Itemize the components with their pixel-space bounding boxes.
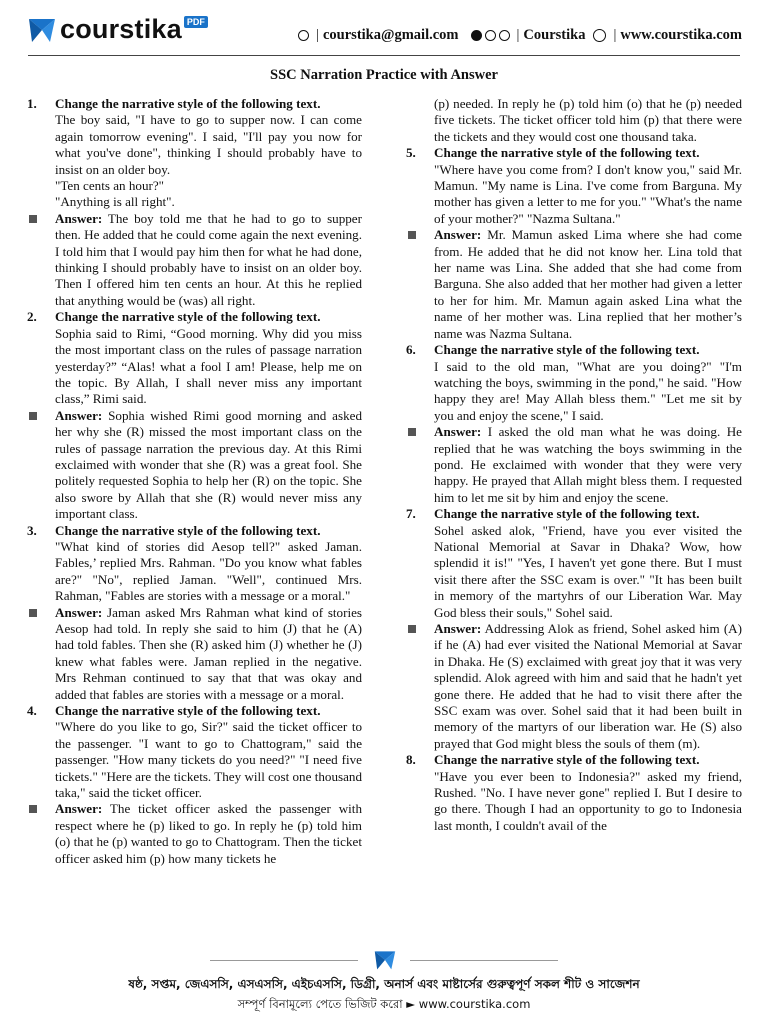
question-number: 7.	[406, 506, 416, 522]
left-column	[27, 96, 362, 867]
answer-label: Answer:	[55, 801, 103, 817]
footer-divider	[410, 960, 558, 961]
question-heading: Change the narrative style of the following text.	[55, 309, 321, 325]
question-heading: Change the narrative style of the following text.	[55, 96, 321, 111]
bullet-icon	[27, 801, 55, 867]
question-6	[406, 342, 742, 424]
answer-label: Answer:	[434, 424, 482, 440]
social-handle[interactable]: Courstika	[523, 27, 586, 43]
question-number: 1.	[27, 96, 37, 111]
question-text: "Where do you like to go, Sir?" said the ticket officer to the passenger. "I want to go to Chattogram," said the passenger. "How many tickets do you need?" "I need five tickets." "Here are the tickets. They will cost one thousand taka," said the ticket officer.	[55, 719, 362, 801]
answer-label: Answer:	[55, 604, 103, 620]
question-2	[27, 309, 362, 407]
answer-3	[27, 605, 362, 703]
answer-1	[27, 211, 362, 309]
question-heading: Change the narrative style of the following text.	[434, 342, 700, 358]
email-icon	[298, 30, 309, 41]
answer-text: Mr. Mamun asked Lima where she had come from. He added that he did not know her. Lina told that her name was Lina. She added that she had come from Barguna. She also added that her mother had given a letter to her for him. Mr. Mamun again asked Lina what the name of her mother was. Lina replied that her mother’s name was Nazma Sultana.	[434, 227, 742, 341]
question-text: "Have you ever been to Indonesia?" asked my friend, Rushed. "No. I have never gone" replied I. But I desire to go there. Though I had an opportunity to go to Indonesia last month, I couldn't avail of the	[434, 768, 742, 833]
bullet-icon	[406, 621, 434, 752]
globe-icon	[593, 29, 606, 42]
courstika-logo-icon	[374, 949, 396, 971]
footer-visit-link[interactable]: সম্পূর্ণ বিনামূল্যে পেতে ভিজিট করো ► www.courstika.com	[237, 997, 531, 1011]
answer-text: The ticket officer asked the passenger with respect where he (p) liked to go. In reply he (p) told him (o) that he (p) wanted to go to Chattogram. Then the ticket officer asked him (p) how many tickets he	[55, 801, 362, 866]
website-link[interactable]: www.courstika.com	[620, 27, 742, 43]
question-text: I said to the old man, "What are you doing?" "I'm watching the boys, swimming in the pond," he said. "How happy they are! May Allah bless them." "Let me sit by you and enjoy the scene," I said.	[434, 358, 742, 423]
answer-4-continued	[406, 96, 742, 145]
youtube-icon[interactable]	[499, 30, 510, 41]
question-text: Sohel asked alok, "Friend, have you ever visited the National Memorial at Savar in Dhaka? Wow, how splendid it is!" "Yes, I haven't yet gone there. But I must visit there after the SSC exam is over." "It has been built in memory of the martyhrs of our Liberation War. May God bless their souls," Sohel said.	[434, 522, 742, 620]
question-7	[406, 506, 742, 621]
bullet-icon	[406, 227, 434, 342]
question-text: "Anything is all right".	[55, 194, 175, 210]
bullet-icon	[27, 408, 55, 523]
brand-name: courstika	[60, 14, 182, 44]
footer-divider	[210, 960, 358, 961]
answer-6	[406, 424, 742, 506]
question-5	[406, 145, 742, 227]
header-divider	[28, 55, 740, 56]
email-link[interactable]: courstika@gmail.com	[322, 27, 459, 43]
question-number: 8.	[406, 752, 416, 768]
question-heading: Change the narrative style of the following text.	[55, 522, 321, 538]
answer-text: Jaman asked Mrs Rahman what kind of stories Aesop had told. In reply she said to him (J) that he (A) had told fables. Then she (R) asked him (J) whether he (J) knew what fables were. Jaman replied in the negative. Mrs Rehman continued to say that that was okay and added that fables are stories with a message or a moral.	[55, 604, 363, 702]
answer-text: Sophia wished Rimi good morning and asked her why she (R) missed the most important class on the rules of passage narration the previous day. At this Rimi exclaimed with wonder that she (R) was a great fool. She politely requested Sophia to help her (R) on the topic. She also swore by Allah that she (R) would never miss any important class.	[55, 407, 362, 522]
question-heading: Change the narrative style of the following text.	[434, 145, 700, 161]
page-title: SSC Narration Practice with Answer	[270, 67, 498, 83]
question-text: "What kind of stories did Aesop tell?" asked Jaman. Fables,’ replied Mrs. Rahman. "Do you know what fables are?" "No", replied Jaman. "Well", continued Mrs. Rahman, "Fables are stories with a message or a moral."	[55, 538, 362, 604]
question-text: "Ten cents an hour?"	[55, 178, 165, 194]
question-heading: Change the narrative style of the following text.	[434, 506, 700, 522]
answer-text: (p) needed. In reply he (p) told him (o) that he (p) needed five tickets. The ticket officer told him (p) that there were the tickets and they would cost one thousand taka.	[434, 96, 742, 144]
question-1	[27, 96, 362, 211]
answer-5	[406, 227, 742, 342]
pinterest-icon[interactable]	[485, 30, 496, 41]
answer-4	[27, 801, 362, 867]
question-8	[406, 752, 742, 834]
question-number: 2.	[27, 309, 37, 325]
answer-label: Answer:	[434, 621, 482, 636]
question-text: "Where have you come from? I don't know you," said Mr. Mamun. "My name is Lina. I've come from Barguna. My mother has given a letter to me for you." "What's the name of your mother?" "Nazma Sultana."	[434, 161, 742, 226]
question-number: 6.	[406, 342, 416, 358]
question-text: Sophia said to Rimi, “Good morning. Why did you miss the most important class on the rules of passage narration yesterday?” “Alas! what a fool I am! Please, help me on the topic. By Allah, I shall never miss any important class,” Rimi said.	[55, 325, 362, 407]
separator: |	[516, 27, 520, 43]
right-column	[406, 96, 742, 834]
question-number: 4.	[27, 703, 37, 719]
contact-bar	[298, 27, 742, 44]
question-heading: Change the narrative style of the following text.	[55, 703, 321, 719]
answer-label: Answer:	[55, 210, 103, 226]
brand-logo[interactable]	[28, 14, 208, 45]
courstika-logo-icon	[28, 16, 56, 44]
answer-label: Answer:	[434, 227, 482, 243]
separator: |	[613, 27, 617, 43]
answer-text: The boy told me that he had to go to supper then. He added that he could come again the next evening. I told him that I would pay him then for what he had done, thinking I should probably have to insist on an older boy. Then I offered him ten cents an hour. At this he replied that anything would be (was) all right.	[55, 210, 362, 308]
answer-text: Addressing Alok as friend, Sohel asked him (A) if he (A) had ever visited the National Memorial at Savar in Dhaka. He (S) exclaimed with great joy that it was very splendid. Alok agreed with him and said that he hadn't yet gone there. He added that he had to visit there after the SSC exam was over. Sohel said that it had been built in memory of the martyrs of our liberation war. He (S) also prayed that God might bless the souls of them (m).	[434, 621, 742, 751]
bullet-icon	[27, 211, 55, 309]
answer-text: I asked the old man what he was doing. He replied that he was watching the boys swimming in the pond. He exclaimed with wonder that they were very happy. He prayed that Allah might bless them. I requested him to let me sit by him and enjoy the scene.	[434, 424, 742, 505]
question-3	[27, 523, 362, 605]
facebook-icon[interactable]	[471, 30, 482, 41]
bullet-icon	[406, 424, 434, 506]
bullet-icon	[27, 605, 55, 703]
question-text: The boy said, "I have to go to supper now. I can come again tomorrow evening". I said, "I'll pay you now for what you've done", thinking I should probably have to insist on an older boy.	[55, 112, 362, 177]
question-4	[27, 703, 362, 801]
question-number: 5.	[406, 145, 416, 161]
answer-2	[27, 408, 362, 523]
question-number: 3.	[27, 522, 37, 538]
page-header	[0, 0, 768, 58]
footer-tagline: ষষ্ঠ, সপ্তম, জেএসসি, এসএসসি, এইচএসসি, ডিগ্রী, অনার্স এবং মাষ্টার্সের গুরুত্বপূর্ণ সকল শীট ও সাজেশন	[128, 977, 640, 991]
pdf-badge: PDF	[184, 16, 208, 28]
answer-label: Answer:	[55, 407, 103, 423]
answer-7	[406, 621, 742, 752]
separator: |	[316, 27, 319, 43]
question-heading: Change the narrative style of the following text.	[434, 752, 700, 768]
